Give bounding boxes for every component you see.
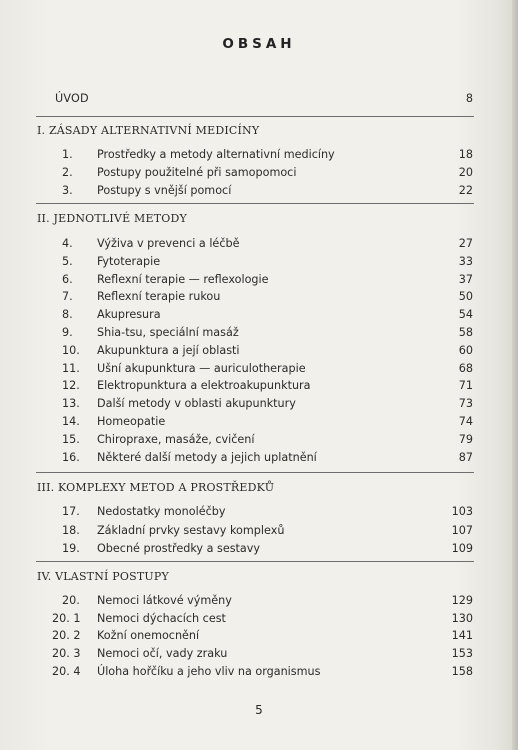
divider: [36, 203, 474, 204]
toc-entry-title: Homeopatie: [97, 415, 166, 428]
section-title: I. ZÁSADY ALTERNATIVNÍ MEDICÍNY: [37, 124, 260, 137]
toc-entry-title: Obecné prostředky a sestavy: [97, 542, 261, 555]
toc-entry-number: 17.: [62, 505, 80, 518]
toc-entry-title: Výživa v prevenci a léčbě: [97, 237, 240, 250]
intro-page: 8: [465, 92, 473, 105]
toc-entry-page: 130: [451, 611, 473, 625]
toc-entry-number: 2.: [62, 165, 73, 179]
toc-entry-page: 60: [458, 343, 473, 357]
toc-entry-page: 50: [458, 290, 473, 304]
toc-entry-number: 12.: [62, 379, 80, 393]
toc-entry-number: 7.: [62, 290, 73, 304]
toc-entry-number: 4.: [62, 237, 73, 250]
toc-entry-number: 6.: [62, 272, 73, 286]
toc-entry-page: 27: [458, 237, 473, 250]
intro-label: ÚVOD: [55, 92, 89, 105]
toc-entry-page: 22: [458, 183, 473, 197]
toc-entry-page: 37: [458, 272, 473, 286]
toc-entry-number: 11.: [62, 361, 80, 375]
toc-entry-page: 73: [458, 397, 473, 411]
toc-entry-number: 15.: [62, 432, 80, 446]
section-title: II. JEDNOTLIVÉ METODY: [37, 212, 187, 225]
toc-entry-title: Nemoci látkové výměny: [97, 594, 232, 607]
toc-entry-number: 5.: [62, 254, 73, 268]
toc-entry-number: 20. 4: [52, 664, 81, 678]
toc-entry-number: 20. 2: [52, 629, 81, 643]
page-title: OBSAH: [222, 36, 296, 52]
toc-entry-title: Další metody v oblasti akupunktury: [97, 397, 296, 411]
toc-entry-title: Akupresura: [97, 308, 161, 322]
toc-entry-number: 20. 3: [52, 647, 81, 661]
toc-entry-number: 9.: [62, 326, 73, 339]
toc-entry-title: Prostředky a metody alternativní medicíny: [97, 148, 335, 161]
toc-entry-title: Nedostatky monoléčby: [97, 505, 226, 518]
toc-entry-number: 1.: [62, 148, 73, 161]
toc-entry-page: 153: [451, 647, 473, 661]
divider: [36, 472, 474, 473]
toc-entry-title: Nemoci dýchacích cest: [97, 611, 226, 625]
toc-entry-number: 18.: [62, 523, 80, 537]
toc-entry-title: Chiropraxe, masáže, cvičení: [97, 432, 255, 446]
toc-entry-page: 54: [458, 308, 473, 322]
toc-entry-number: 8.: [62, 308, 73, 322]
toc-entry-page: 87: [458, 450, 473, 464]
toc-entry-page: 58: [458, 326, 473, 339]
divider: [36, 561, 474, 562]
toc-entry-title: Úloha hořčíku a jeho vliv na organismus: [97, 664, 321, 678]
toc-entry-title: Elektropunktura a elektroakupunktura: [97, 379, 311, 393]
toc-entry-title: Ušní akupunktura — auriculotherapie: [97, 361, 306, 375]
toc-entry-page: 68: [458, 361, 473, 375]
toc-entry-title: Kožní onemocnění: [97, 629, 200, 643]
section-title: IV. VLASTNÍ POSTUPY: [37, 570, 169, 583]
toc-entry-title: Nemoci očí, vady zraku: [97, 647, 228, 661]
toc-entry-page: 74: [458, 415, 473, 428]
toc-entry-title: Reflexní terapie — reflexologie: [97, 272, 269, 286]
toc-entry-page: 129: [451, 594, 473, 607]
section-title: III. KOMPLEXY METOD A PROSTŘEDKŮ: [37, 481, 275, 494]
toc-entry-number: 20. 1: [52, 611, 81, 625]
toc-entry-page: 79: [458, 432, 473, 446]
toc-entry-number: 3.: [62, 183, 73, 197]
toc-entry-page: 109: [451, 542, 473, 555]
toc-entry-number: 14.: [62, 415, 80, 428]
toc-entry-number: 20.: [62, 594, 80, 607]
page-number: 5: [255, 703, 263, 717]
divider: [36, 116, 474, 117]
toc-entry-title: Fytoterapie: [97, 254, 161, 268]
page-edge: [512, 0, 518, 750]
toc-entry-number: 10.: [62, 343, 80, 357]
toc-entry-title: Postupy s vnější pomocí: [97, 183, 232, 197]
toc-entry-page: 18: [458, 148, 473, 161]
toc-entry-page: 158: [451, 664, 473, 678]
toc-entry-page: 71: [458, 379, 473, 393]
toc-entry-number: 16.: [62, 450, 80, 464]
toc-entry-page: 107: [451, 523, 473, 537]
toc-entry-page: 141: [451, 629, 473, 643]
toc-entry-title: Některé další metody a jejich uplatnění: [97, 450, 317, 464]
toc-entry-title: Základní prvky sestavy komplexů: [97, 523, 285, 537]
toc-entry-page: 33: [458, 254, 473, 268]
toc-entry-title: Postupy použitelné při samopomoci: [97, 165, 297, 179]
toc-entry-number: 19.: [62, 542, 80, 555]
toc-entry-page: 20: [458, 165, 473, 179]
toc-entry-title: Shia-tsu, speciální masáž: [97, 326, 239, 339]
toc-entry-title: Reflexní terapie rukou: [97, 290, 221, 304]
toc-entry-title: Akupunktura a její oblasti: [97, 343, 240, 357]
toc-entry-page: 103: [451, 505, 473, 518]
toc-entry-number: 13.: [62, 397, 80, 411]
